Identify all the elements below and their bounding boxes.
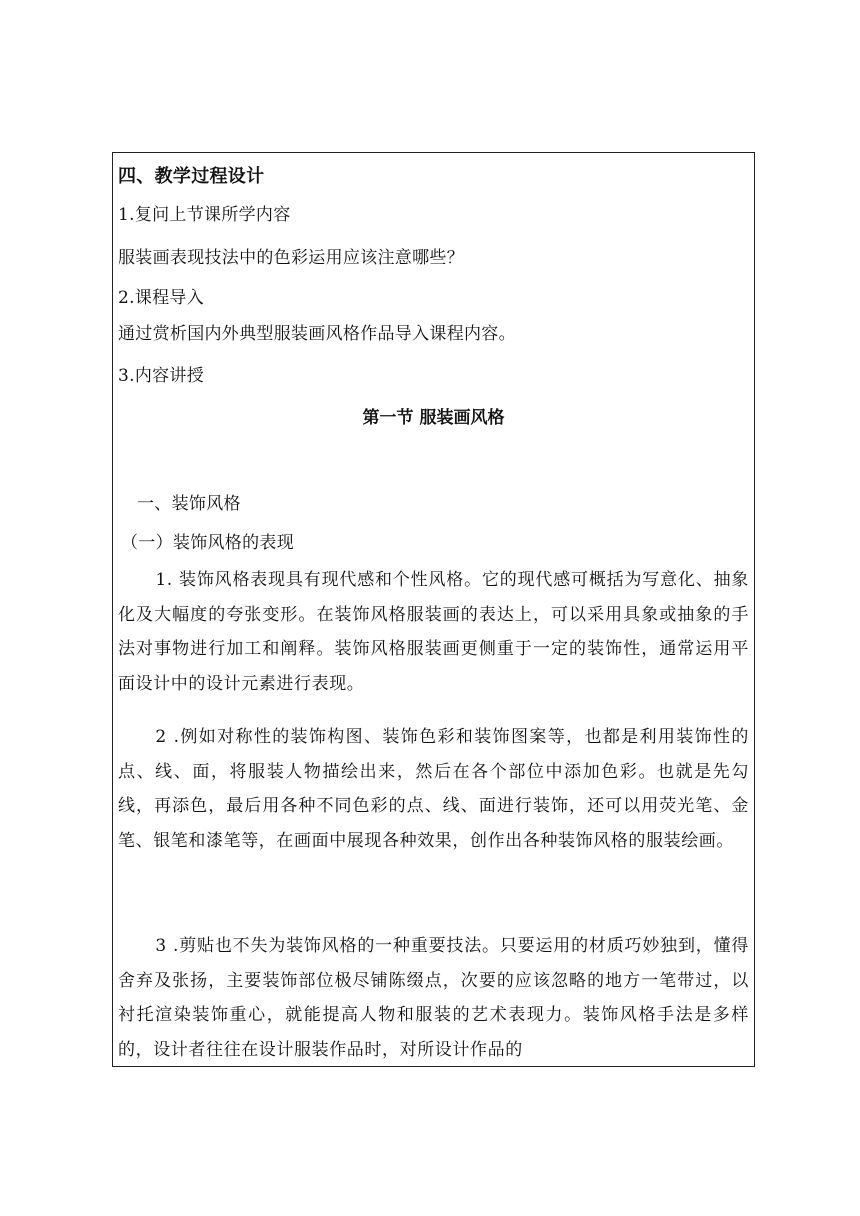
lesson-section-title: 第一节 服装画风格 — [362, 408, 505, 428]
step1-title: 1.复问上节课所学内容 — [118, 205, 291, 225]
step2-text: 通过赏析国内外典型服装画风格作品导入课程内容。 — [118, 324, 516, 344]
content-table-cell — [112, 152, 755, 1067]
paragraph-3: 3 .剪贴也不失为装饰风格的一种重要技法。只要运用的材质巧妙独到，懂得舍弃及张扬，主要装饰部位极尽铺陈缀点，次要的应该忽略的地方一笔带过，以衬托渲染装饰重心，就能提高人物和服装的艺术表现力。装饰风格手法是多样的，设计者往往在设计服装作品时，对所设计作品的 — [118, 936, 749, 1060]
step1-question: 服装画表现技法中的色彩运用应该注意哪些？ — [118, 248, 464, 268]
paragraph-1: 1. 装饰风格表现具有现代感和个性风格。它的现代感可概括为写意化、抽象化及大幅度的夸张变形。在装饰风格服装画的表达上，可以采用具象或抽象的手法对事物进行加工和阐释。装饰风格服装画更侧重于一定的装饰性，通常运用平面设计中的设计元素进行表现。 — [118, 570, 749, 694]
step2-title: 2.课程导入 — [118, 288, 205, 308]
subsection-item-title: （一）装饰风格的表现 — [121, 533, 294, 553]
step3-title: 3.内容讲授 — [118, 366, 205, 386]
paragraph-2: 2 .例如对称性的装饰构图、装饰色彩和装饰图案等，也都是利用装饰性的点、线、面，将服装人物描绘出来，然后在各个部位中添加色彩。也就是先勾线，再添色，最后用各种不同色彩的点、线、面进行装饰，还可以用荧光笔、金笔、银笔和漆笔等，在画面中展现各种效果，创作出各种装饰风格的服装绘画。 — [118, 727, 749, 851]
section-heading: 四、教学过程设计 — [118, 166, 265, 187]
subsection-title: 一、装饰风格 — [137, 494, 241, 514]
